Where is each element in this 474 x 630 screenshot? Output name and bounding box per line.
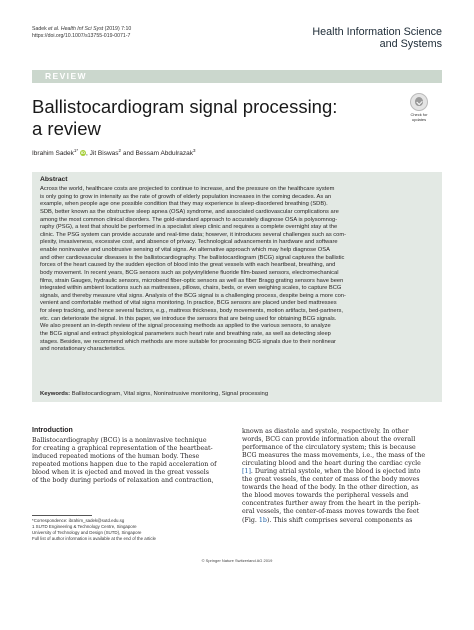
copyright: © Springer Nature Switzerland AG 2019 — [201, 558, 273, 563]
body-line: Ballistocardiography (BCG) is a noninvasive technique — [32, 437, 207, 444]
abstract-line: clinic. The PSG system can provide accurate and real-time data; however, it introduces several challenges such as com- — [40, 231, 347, 238]
journal-name — [312, 26, 442, 50]
abstract-line: venient and comfortable method of vital signs monitoring. In practice, BCG sensors are placed under bed mattresses — [40, 300, 337, 307]
check-for-updates-label: Check for updates — [410, 112, 428, 122]
body-line: for creating a graphical representation of the heartbeat- — [32, 445, 213, 453]
journal-name-line1: Health Information Science — [312, 26, 442, 38]
author-affiliation: 2 — [118, 148, 122, 153]
body-line: the blood moves towards the peripheral vessels and — [242, 492, 409, 500]
citation-volume: (2019) 7:10 — [103, 26, 132, 32]
body-line: [1]. During atrial systole, when the blood is ejected into — [242, 468, 421, 476]
abstract-line: example, when people age one possible condition that they may experience is sleep-disordered breathing (SDB). — [40, 201, 328, 208]
abstract-line: SDB, better known as the obstructive sleep apnea (OSA) syndrome, and associated cardiovascular complications are — [40, 208, 339, 215]
abstract-line: is only going to grow in intensity as the rate of growth of elderly population increases in the coming decades. As an — [40, 193, 332, 200]
footnote-line: 1 SUTD Engineering & Technology Centre, Singapore — [32, 524, 137, 529]
body-line: blood when it is ejected and moved in the great vessels — [32, 469, 209, 477]
section-label: REVIEW — [45, 71, 87, 81]
author-affiliation: 1* — [73, 148, 79, 153]
footnote-line: Full list of author information is available at the end of the article — [32, 536, 156, 541]
abstract-line: body movement. In recent years, BCG sensors such as polyvinylidene fluoride film-based sensors, electromechanical — [40, 269, 339, 276]
article-title-line2: a review — [32, 118, 101, 139]
footnote-divider — [32, 515, 92, 516]
body-line: concentrates further away from the heart in the periph- — [242, 500, 421, 508]
footnote-line: University of Technology and Design (SUTD), Singapore — [32, 530, 142, 535]
abstract-body — [40, 186, 436, 354]
keywords — [40, 391, 436, 397]
body-line: of the body during periods of relaxation and contraction, — [32, 477, 214, 485]
body-line: (Fig. 1b). This shift comprises several components as — [242, 516, 413, 524]
body-line: circulating blood and the heart during the cardiac cycle — [242, 460, 421, 468]
abstract-line: We also present an in-depth review of the signal processing methods as applied to the various sensors, to analyze — [40, 323, 331, 330]
introduction-right-column — [242, 428, 442, 525]
abstract-line: and other cardiovascular diseases is the ballistocardiography. The ballistocardiogram (BCG) signal captures the ballistic — [40, 254, 345, 261]
introduction-heading: Introduction — [32, 427, 73, 434]
abstract-line: films, strain Gauges, hydraulic sensors, microbend fiber-optic sensors as well as fiber Bragg grating sensors have been — [40, 277, 344, 284]
abstract-line: the BCG signal and extract physiological parameters such heart rate and breathing rate, as well as detecting sleep — [40, 330, 331, 337]
author-affiliation: 3 — [192, 148, 196, 153]
author-name: Bessam Abdulrazak — [135, 150, 193, 158]
body-line: eral vessels, the center-of-mass moves towards the feet — [242, 508, 420, 516]
author-name: Jit Biswas — [89, 150, 119, 158]
citation-header — [32, 26, 131, 40]
author-name: Ibrahim Sadek — [32, 150, 74, 158]
body-line: the great vessels, the center of mass of the body moves — [242, 476, 420, 484]
journal-name-line2: and Systems — [379, 38, 442, 50]
abstract-line: forces of the heart caused by the sudden ejection of blood into the great vessels with each heartbeat, breathing, and — [40, 262, 336, 269]
figure-link[interactable]: 1b — [258, 516, 267, 524]
check-for-updates-icon — [410, 93, 428, 111]
citation-journal: et al. Health Inf Sci Syst — [48, 26, 104, 32]
abstract-line: raphy (PSG), a test that should be performed in a specialist sleep clinic and requires a complete overnight stay at the — [40, 224, 338, 231]
keywords-label: Keywords: — [40, 391, 71, 397]
introduction-left-column — [32, 437, 233, 485]
body-line: words, BCG can provide information about the overall — [242, 436, 416, 444]
abstract-line: and nonstationary characteristics. — [40, 346, 126, 353]
doi-link[interactable]: https://doi.org/10.1007/s13755-019-0071-7 — [32, 33, 131, 39]
section-label-bar — [32, 70, 442, 83]
abstract-line: integrated within ambient locations such as mattresses, pillows, chairs, beds, or even weighing scales, to capture BCG — [40, 285, 342, 292]
abstract-line: enable noninvasive and unobtrusive sensing of vital signs. An alternative approach which may help diagnose OSA — [40, 247, 330, 253]
body-line: towards the head of the body. In the other direction, as — [242, 484, 419, 492]
citation-authors: Sadek — [32, 26, 49, 32]
abstract-line: for sleep tracking, and hence several factors, e.g., mattress thickness, body movements, motion artifacts, bed-partners, — [40, 308, 343, 314]
footnotes — [32, 518, 242, 542]
author-list: Ibrahim Sadek$^{1*}$ iD, Jit Biswas$^2$ and Bessam Abdulrazak$^3$ — [32, 148, 196, 158]
article-title — [32, 96, 337, 140]
body-line: known as diastole and systole, respectively. In other — [242, 428, 409, 435]
abstract-line: stages. Besides, we recommend which methods are more suitable for processing BCG signals due to their nonlinear — [40, 338, 336, 345]
article-title-line1: Ballistocardiogram signal processing: — [32, 96, 338, 117]
body-line: BCG measures the mass movements, i.e., the mass of the — [242, 452, 426, 460]
abstract-line: etc. can deteriorate the signal. In this paper, we introduce the sensors that are being used for obtaining BCG signals. — [40, 315, 337, 322]
check-for-updates-button[interactable] — [404, 93, 434, 122]
body-line: repeated motions happen due to the rapid acceleration of — [32, 461, 217, 469]
abstract-line: among the most common clinical disorders. The gold-standard approach to accurately diagnose OSA is polysomnog- — [40, 216, 338, 223]
body-line: induced repeated motions of the human body. These — [32, 453, 200, 461]
citation-link[interactable]: [1] — [242, 468, 251, 476]
abstract-heading: Abstract — [40, 176, 68, 183]
correspondence-email[interactable]: *Correspondence: ibrahim_sadek@sutd.edu.sg — [32, 518, 125, 523]
keywords-text: Ballistocardiogram, Vital signs, Noninstrusive monitoring, Signal processing — [70, 391, 269, 397]
body-line: performance of the circulatory system; this is because — [242, 444, 416, 452]
abstract-line: Across the world, healthcare costs are projected to continue to increase, and the pressure on the healthcare system — [40, 186, 335, 192]
abstract-line: signals, and thereby measure vital signs. Analysis of the BCG signal is a challenging process, despite being a more con- — [40, 292, 346, 299]
abstract-line: plexity, invasiveness, excessive cost, and absence of privacy. Technological advancements in hardware and software — [40, 239, 338, 246]
orcid-icon[interactable]: iD — [81, 150, 85, 156]
